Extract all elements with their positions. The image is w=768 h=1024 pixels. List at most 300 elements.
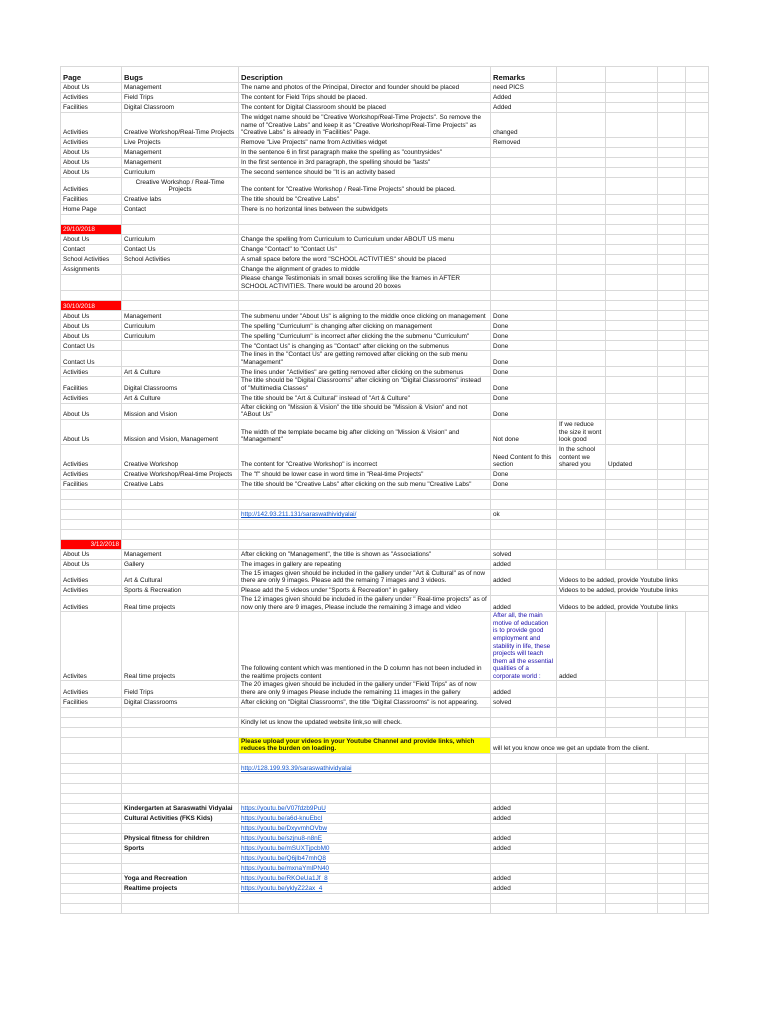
empty-cell — [557, 509, 606, 519]
empty-cell — [606, 853, 658, 863]
empty-cell — [557, 519, 606, 529]
empty-cell — [606, 773, 658, 783]
remark-cell: Removed — [491, 138, 557, 148]
empty-cell — [686, 93, 709, 103]
site-link[interactable]: http://142.93.211.131/saraswathividyalai/ — [239, 509, 491, 519]
table-row — [61, 612, 709, 681]
empty-cell — [61, 873, 122, 883]
page-cell: Activities — [61, 595, 122, 611]
empty-cell — [658, 529, 686, 539]
bug-cell — [122, 341, 239, 351]
empty-cell — [686, 367, 709, 377]
description-cell: The "Contact Us" is changing as "Contact" after clicking on the submenus — [239, 341, 491, 351]
empty-cell — [686, 519, 709, 529]
empty-cell — [557, 265, 606, 275]
youtube-link[interactable]: https://youtu.be/a6d-knuEbcI — [239, 813, 491, 823]
page-cell: Activities — [61, 113, 122, 138]
description-cell: After clicking on "Management", the title is shown as "Associations" — [239, 549, 491, 559]
empty-cell — [61, 783, 122, 793]
empty-cell — [686, 559, 709, 569]
description-cell: The 12 images given should be included in the gallery under " Real-time projects" as of now only there are 9 images, Please include the remaining 3 image and video — [239, 595, 491, 611]
empty-cell — [557, 93, 606, 103]
blank-row — [61, 707, 709, 717]
remark-cell — [491, 863, 557, 873]
empty-cell — [557, 803, 606, 813]
empty-cell — [61, 853, 122, 863]
empty-cell — [686, 803, 709, 813]
blank-row — [61, 529, 709, 539]
empty-cell — [557, 499, 606, 509]
empty-cell — [606, 539, 658, 549]
video-row — [61, 843, 709, 853]
empty-cell — [491, 893, 557, 903]
description-cell: The lines in the "Contact Us" are getting removed after clicking on the sub menu "Management" — [239, 351, 491, 367]
page-cell: School Activities — [61, 255, 122, 265]
empty-cell — [658, 331, 686, 341]
empty-cell — [658, 321, 686, 331]
blank-row — [61, 519, 709, 529]
empty-cell — [557, 138, 606, 148]
empty-cell — [686, 67, 709, 83]
empty-cell — [606, 559, 658, 569]
empty-cell — [658, 245, 686, 255]
video-label — [122, 823, 239, 833]
empty-cell — [491, 275, 557, 291]
bug-table — [60, 66, 709, 914]
bug-cell: School Activities — [122, 255, 239, 265]
remark-cell: Not done — [491, 419, 557, 444]
note-cell: Videos to be added, provide Youtube links — [557, 569, 709, 585]
empty-cell — [122, 763, 239, 773]
empty-cell — [239, 291, 491, 301]
youtube-link[interactable]: https://youtu.be/RKOeUa1Jf_8 — [239, 873, 491, 883]
page-cell: About Us — [61, 235, 122, 245]
empty-cell — [557, 235, 606, 245]
youtube-link[interactable]: https://youtu.be/V07fdzb9PuU — [239, 803, 491, 813]
highlight-row — [61, 737, 709, 753]
remark-cell: changed — [491, 113, 557, 138]
description-cell: The spelling "Curriculum" is changing after clicking on management — [239, 321, 491, 331]
empty-cell — [557, 158, 606, 168]
remark-cell — [491, 853, 557, 863]
empty-cell — [491, 301, 557, 311]
empty-cell — [557, 707, 606, 717]
empty-cell — [606, 883, 658, 893]
empty-cell — [686, 793, 709, 803]
bug-cell: Contact — [122, 205, 239, 215]
empty-cell — [557, 863, 606, 873]
remark-cell: added — [491, 559, 557, 569]
empty-cell — [239, 727, 491, 737]
note-cell: In the school content we shared you — [557, 444, 606, 469]
empty-cell — [686, 717, 709, 727]
empty-cell — [239, 783, 491, 793]
youtube-link[interactable]: https://youtu.be/Q6jlb47mhQ8 — [239, 853, 491, 863]
empty-cell — [658, 168, 686, 178]
bug-cell: Live Projects — [122, 138, 239, 148]
empty-cell — [658, 489, 686, 499]
empty-cell — [606, 205, 658, 215]
empty-cell — [658, 469, 686, 479]
description-cell: A small space before the word "SCHOOL ACTIVITIES" should be placed — [239, 255, 491, 265]
empty-cell — [557, 773, 606, 783]
bug-cell — [122, 351, 239, 367]
bug-cell: Management — [122, 549, 239, 559]
date-label: 3/12/2018 — [61, 539, 122, 549]
empty-cell — [658, 763, 686, 773]
empty-cell — [658, 215, 686, 225]
empty-cell — [61, 813, 122, 823]
empty-cell — [606, 178, 658, 195]
remark-cell: added — [491, 833, 557, 843]
table-row — [61, 158, 709, 168]
empty-cell — [658, 195, 686, 205]
page-cell: About Us — [61, 148, 122, 158]
blank-row — [61, 727, 709, 737]
empty-cell — [606, 67, 658, 83]
empty-cell — [658, 539, 686, 549]
empty-cell — [606, 215, 658, 225]
header-description: Description — [239, 67, 491, 83]
empty-cell — [606, 697, 658, 707]
empty-cell — [491, 763, 557, 773]
bug-cell — [122, 265, 239, 275]
status-cell — [606, 479, 658, 489]
status-cell: Updated — [606, 444, 658, 469]
bug-cell: Mission and Vision — [122, 403, 239, 419]
page-cell: Activities — [61, 178, 122, 195]
empty-cell — [658, 843, 686, 853]
empty-cell — [658, 853, 686, 863]
empty-cell — [122, 529, 239, 539]
empty-cell — [606, 195, 658, 205]
empty-cell — [557, 793, 606, 803]
bug-cell: Contact Us — [122, 245, 239, 255]
empty-cell — [686, 103, 709, 113]
empty-cell — [61, 291, 122, 301]
empty-cell — [686, 499, 709, 509]
bug-cell: Curriculum — [122, 331, 239, 341]
empty-cell — [61, 753, 122, 763]
empty-cell — [686, 351, 709, 367]
blank-row — [61, 893, 709, 903]
date-label: 29/10/2018 — [61, 225, 122, 235]
page-cell: Facilities — [61, 697, 122, 707]
remark-cell: Done — [491, 377, 557, 393]
description-cell: The following content which was mentioned in the D column has not been included in the realtime projects content — [239, 612, 491, 681]
empty-cell — [122, 753, 239, 763]
empty-cell — [491, 235, 557, 245]
table-row — [61, 93, 709, 103]
page-cell: About Us — [61, 83, 122, 93]
empty-cell — [557, 753, 606, 763]
table-row — [61, 331, 709, 341]
description-cell: Remove "Live Projects" name from Activities widget — [239, 138, 491, 148]
bug-cell: Gallery — [122, 559, 239, 569]
empty-cell — [686, 727, 709, 737]
empty-cell — [686, 539, 709, 549]
empty-cell — [658, 341, 686, 351]
empty-cell — [491, 783, 557, 793]
empty-cell — [61, 833, 122, 843]
empty-cell — [658, 873, 686, 883]
bug-cell: Management — [122, 158, 239, 168]
description-cell: Please change Testimonials in small boxes scrolling like the frames in AFTER SCHOOL ACTIVITIES. There would be around 20 boxes — [239, 275, 491, 291]
empty-cell — [658, 393, 686, 403]
page-cell: About Us — [61, 321, 122, 331]
remark-cell — [491, 195, 557, 205]
video-row — [61, 803, 709, 813]
note-cell — [557, 351, 606, 367]
remark-cell — [491, 168, 557, 178]
empty-cell — [686, 853, 709, 863]
note-cell: Videos to be added, provide Youtube links — [557, 585, 709, 595]
bug-cell: Art & Cultural — [122, 569, 239, 585]
table-row — [61, 275, 709, 291]
date-row — [61, 225, 709, 235]
empty-cell — [557, 873, 606, 883]
empty-cell — [606, 275, 658, 291]
youtube-link[interactable]: https://youtu.be/szjnu8-n8nE — [239, 833, 491, 843]
empty-cell — [557, 727, 606, 737]
table-row — [61, 549, 709, 559]
remark-cell: Done — [491, 351, 557, 367]
empty-cell — [61, 519, 122, 529]
empty-cell — [606, 138, 658, 148]
empty-cell — [557, 67, 606, 83]
empty-cell — [658, 275, 686, 291]
empty-cell — [606, 681, 658, 697]
empty-cell — [658, 291, 686, 301]
empty-cell — [122, 783, 239, 793]
empty-cell — [61, 793, 122, 803]
empty-cell — [606, 707, 658, 717]
empty-cell — [491, 793, 557, 803]
empty-cell — [658, 311, 686, 321]
empty-cell — [61, 489, 122, 499]
empty-cell — [557, 291, 606, 301]
empty-cell — [122, 793, 239, 803]
remark-cell: solved — [491, 549, 557, 559]
upload-remark: will let you know once we get an update from the client. — [491, 737, 709, 753]
remark-cell: Done — [491, 321, 557, 331]
remark-cell — [491, 823, 557, 833]
empty-cell — [122, 893, 239, 903]
page-cell: About Us — [61, 549, 122, 559]
page-cell: Activities — [61, 393, 122, 403]
bug-cell: Art & Culture — [122, 393, 239, 403]
date-row — [61, 539, 709, 549]
empty-cell — [239, 753, 491, 763]
empty-cell — [557, 903, 606, 913]
empty-cell — [491, 707, 557, 717]
empty-cell — [658, 863, 686, 873]
empty-cell — [239, 215, 491, 225]
empty-cell — [686, 178, 709, 195]
table-row — [61, 393, 709, 403]
empty-cell — [606, 519, 658, 529]
empty-cell — [686, 833, 709, 843]
description-cell: The widget name should be "Creative Workshop/Real-Time Projects". So remove the name of "Creative Labs" and keep it as "Creative Workshop/Real-Time Projects" as "Creative Labs" is already in "Facilities" Page. — [239, 113, 491, 138]
empty-cell — [686, 148, 709, 158]
remark-cell: added — [491, 883, 557, 893]
description-cell: The title should be "Creative Labs" after clicking on the sub menu "Creative Labs" — [239, 479, 491, 489]
empty-cell — [686, 783, 709, 793]
page-cell: Contact Us — [61, 351, 122, 367]
empty-cell — [686, 773, 709, 783]
empty-cell — [557, 103, 606, 113]
empty-cell — [658, 67, 686, 83]
status-cell — [606, 419, 658, 444]
empty-cell — [658, 377, 686, 393]
empty-cell — [686, 138, 709, 148]
empty-cell — [491, 519, 557, 529]
youtube-link[interactable]: https://youtu.be/DxyvmhOVbw — [239, 823, 491, 833]
description-cell: The "f" should be lower case in word time in "Real-time Projects" — [239, 469, 491, 479]
description-cell: The images in gallery are repeating — [239, 559, 491, 569]
empty-cell — [686, 275, 709, 291]
empty-cell — [606, 301, 658, 311]
remark-cell — [491, 148, 557, 158]
empty-cell — [122, 215, 239, 225]
empty-cell — [557, 275, 606, 291]
empty-cell — [557, 559, 606, 569]
empty-cell — [686, 331, 709, 341]
empty-cell — [658, 893, 686, 903]
bug-cell: Management — [122, 148, 239, 158]
status-cell — [606, 321, 658, 331]
page-cell: Home Page — [61, 205, 122, 215]
upload-note: Please upload your videos in your Youtube Channel and provide links, which reduces the burden on loading. — [239, 737, 491, 753]
table-row — [61, 595, 709, 611]
empty-cell — [239, 529, 491, 539]
table-row — [61, 419, 709, 444]
empty-cell — [122, 727, 239, 737]
empty-cell — [658, 612, 686, 681]
empty-cell — [606, 93, 658, 103]
empty-cell — [606, 529, 658, 539]
empty-cell — [606, 903, 658, 913]
video-row — [61, 853, 709, 863]
empty-cell — [557, 301, 606, 311]
bug-cell: Field Trips — [122, 93, 239, 103]
empty-cell — [606, 265, 658, 275]
page-cell: About Us — [61, 331, 122, 341]
empty-cell — [686, 265, 709, 275]
description-cell: After clicking on "Digital Classrooms", the title "Digital Classrooms" is not appearing. — [239, 697, 491, 707]
site-link[interactable]: http://128.199.93.39/saraswathividyalai — [239, 763, 491, 773]
empty-cell — [658, 367, 686, 377]
bug-cell: Real time projects — [122, 595, 239, 611]
empty-cell — [557, 763, 606, 773]
empty-cell — [658, 444, 686, 469]
empty-cell — [606, 717, 658, 727]
youtube-link[interactable]: https://youtu.be/mxnaYmlPN40 — [239, 863, 491, 873]
empty-cell — [686, 707, 709, 717]
remark-cell: added — [491, 873, 557, 883]
empty-cell — [239, 893, 491, 903]
bug-cell: Art & Culture — [122, 367, 239, 377]
blank-row — [61, 793, 709, 803]
bug-cell: Mission and Vision, Management — [122, 419, 239, 444]
empty-cell — [239, 539, 491, 549]
empty-cell — [557, 215, 606, 225]
table-row — [61, 403, 709, 419]
empty-cell — [658, 681, 686, 697]
link-remark: ok — [491, 509, 557, 519]
empty-cell — [686, 215, 709, 225]
date-label: 30/10/2018 — [61, 301, 122, 311]
empty-cell — [686, 83, 709, 93]
table-row — [61, 168, 709, 178]
page-cell: Contact Us — [61, 341, 122, 351]
spreadsheet — [60, 66, 708, 914]
empty-cell — [239, 793, 491, 803]
note-cell — [557, 367, 606, 377]
bug-cell: Sports & Recreation — [122, 585, 239, 595]
empty-cell — [606, 549, 658, 559]
empty-cell — [606, 753, 658, 763]
empty-cell — [606, 83, 658, 93]
empty-cell — [658, 158, 686, 168]
page-cell: Activities — [61, 569, 122, 585]
remark-cell: added — [491, 569, 557, 585]
note-cell: added — [557, 612, 606, 681]
empty-cell — [658, 823, 686, 833]
blank-row — [61, 291, 709, 301]
remark-cell: Done — [491, 311, 557, 321]
empty-cell — [658, 753, 686, 763]
empty-cell — [658, 707, 686, 717]
bug-cell: Digital Classroom — [122, 103, 239, 113]
remark-cell: Done — [491, 479, 557, 489]
table-row — [61, 321, 709, 331]
empty-cell — [686, 158, 709, 168]
empty-cell — [557, 539, 606, 549]
empty-cell — [686, 873, 709, 883]
table-row — [61, 444, 709, 469]
table-row — [61, 697, 709, 707]
header-row — [61, 67, 709, 83]
table-row — [61, 585, 709, 595]
status-cell — [606, 351, 658, 367]
status-cell — [606, 393, 658, 403]
status-cell — [606, 469, 658, 479]
empty-cell — [606, 255, 658, 265]
blank-row — [61, 489, 709, 499]
description-cell: In the first sentence in 3rd paragraph, the spelling should be "lasts" — [239, 158, 491, 168]
remark-cell: Added — [491, 103, 557, 113]
description-cell: After clicking on "Mission & Vision" the title should be "Mission & Vision" and not "ABout Us" — [239, 403, 491, 419]
empty-cell — [491, 215, 557, 225]
empty-cell — [122, 773, 239, 783]
empty-cell — [658, 717, 686, 727]
page-cell: About Us — [61, 559, 122, 569]
empty-cell — [557, 178, 606, 195]
table-row — [61, 265, 709, 275]
empty-cell — [557, 205, 606, 215]
empty-cell — [557, 681, 606, 697]
youtube-link[interactable]: https://youtu.be/mSUXTjpcbM0 — [239, 843, 491, 853]
empty-cell — [686, 529, 709, 539]
note-cell: If we reduce the size it wont look good — [557, 419, 606, 444]
empty-cell — [122, 499, 239, 509]
table-row — [61, 113, 709, 138]
empty-cell — [658, 255, 686, 265]
blank-row — [61, 215, 709, 225]
youtube-link[interactable]: https://youtu.be/yklyZ22ax_4 — [239, 883, 491, 893]
empty-cell — [658, 519, 686, 529]
